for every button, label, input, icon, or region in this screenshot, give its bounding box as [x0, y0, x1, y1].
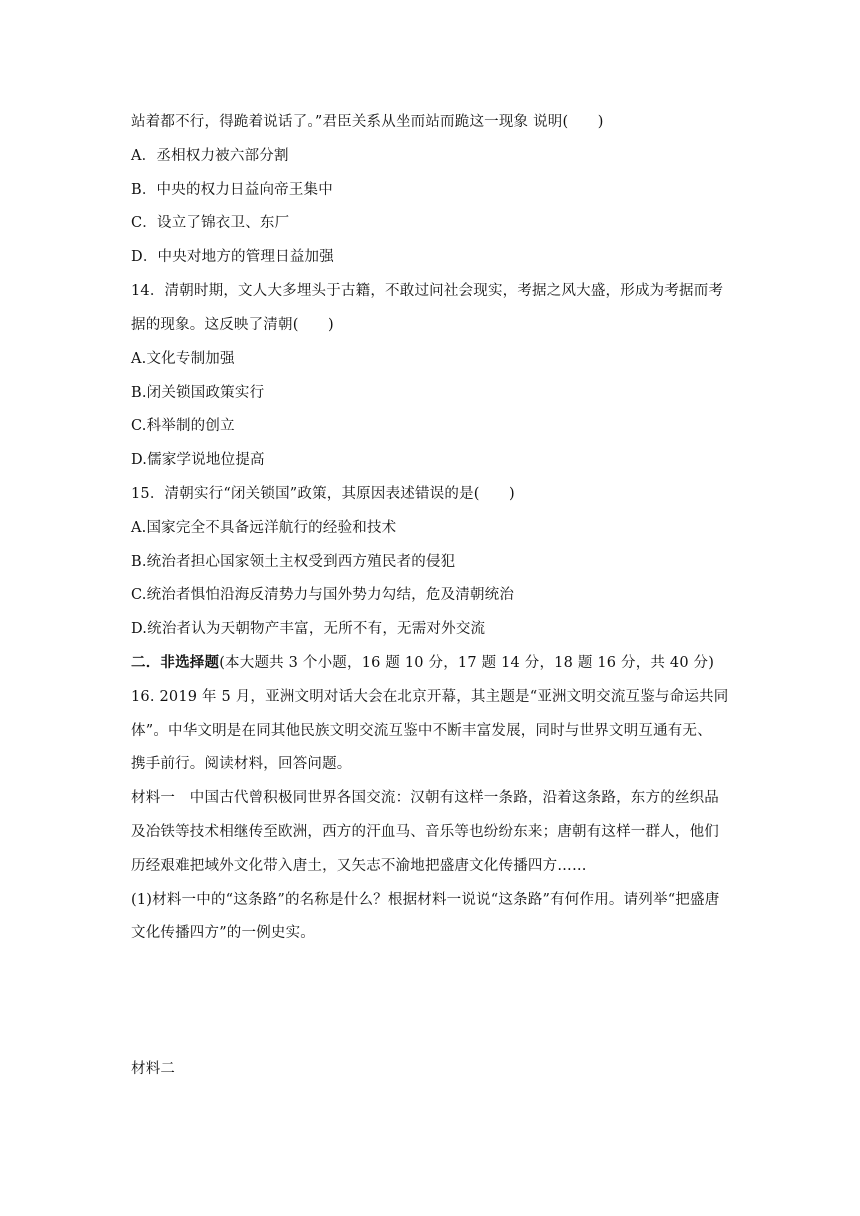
question-15-option-b: B.统治者担心国家领土主权受到西方殖民者的侵犯 [131, 554, 456, 570]
material-1-line-2: 及冶铁等技术相继传至欧洲，西方的汗血马、音乐等也纷纷东来；唐朝有这样一群人，他们 [131, 824, 719, 840]
material-1-line-1: 材料一 中国古代曾积极同世界各国交流：汉朝有这样一条路，沿着这条路，东方的丝织品 [131, 790, 719, 806]
question-14-option-a: A.文化专制加强 [131, 351, 235, 367]
question-13-option-d: D．中央对地方的管理日益加强 [131, 249, 334, 265]
question-15-stem: 15．清朝实行“闭关锁国”政策，其原因表述错误的是( ) [131, 486, 515, 502]
question-16-intro-line-3: 携手前行。阅读材料，回答问题。 [131, 756, 352, 772]
question-14-stem-line-2: 据的现象。这反映了清朝( ) [131, 317, 334, 333]
question-15-option-d: D.统治者认为天朝物产丰富，无所不有，无需对外交流 [131, 621, 486, 637]
question-13-option-a: A．丞相权力被六部分割 [131, 148, 289, 164]
question-13-stem-continued: 站着都不行，得跪着说话了。”君臣关系从坐而站而跪这一现象 说明( ) [131, 114, 604, 130]
question-15-option-c: C.统治者惧怕沿海反清势力与国外势力勾结，危及清朝统治 [131, 587, 515, 603]
material-1-line-3: 历经艰难把域外文化带入唐土，又矢志不渝地把盛唐文化传播四方…… [131, 858, 587, 874]
section-score-note: (本大题共 3 个小题，16 题 10 分，17 题 14 分，18 题 16 分，共 40 分) [219, 655, 715, 671]
section-heading [131, 653, 714, 673]
question-16-part-1-line-1: (1)材料一中的“这条路”的名称是什么？根据材料一说说“这条路”有何作用。请列举“把盛唐 [131, 892, 720, 908]
question-16-intro-line-2: 体”。中华文明是在同其他民族文明交流互鉴中不断丰富发展，同时与世界文明互通有无、 [131, 723, 712, 739]
question-14-option-d: D.儒家学说地位提高 [131, 452, 265, 468]
question-15-option-a: A.国家完全不具备远洋航行的经验和技术 [131, 520, 397, 536]
question-16-intro-line-1: 16. 2019 年 5 月，亚洲文明对话大会在北京开幕，其主题是“亚洲文明交流互鉴与命运共同 [131, 689, 729, 705]
question-14-option-b: B.闭关锁国政策实行 [131, 385, 265, 401]
question-13-option-c: C．设立了锦衣卫、东厂 [131, 215, 290, 231]
section-title: 二．非选择题 [131, 654, 220, 671]
question-16-part-1-line-2: 文化传播四方”的一例史实。 [131, 925, 316, 941]
question-14-stem-line-1: 14．清朝时期，文人大多埋头于古籍，不敢过问社会现实，考据之风大盛，形成为考据而考 [131, 283, 724, 299]
question-13-option-b: B．中央的权力日益向帝王集中 [131, 182, 333, 198]
question-14-option-c: C.科举制的创立 [131, 418, 235, 434]
material-2-label: 材料二 [131, 1061, 176, 1077]
